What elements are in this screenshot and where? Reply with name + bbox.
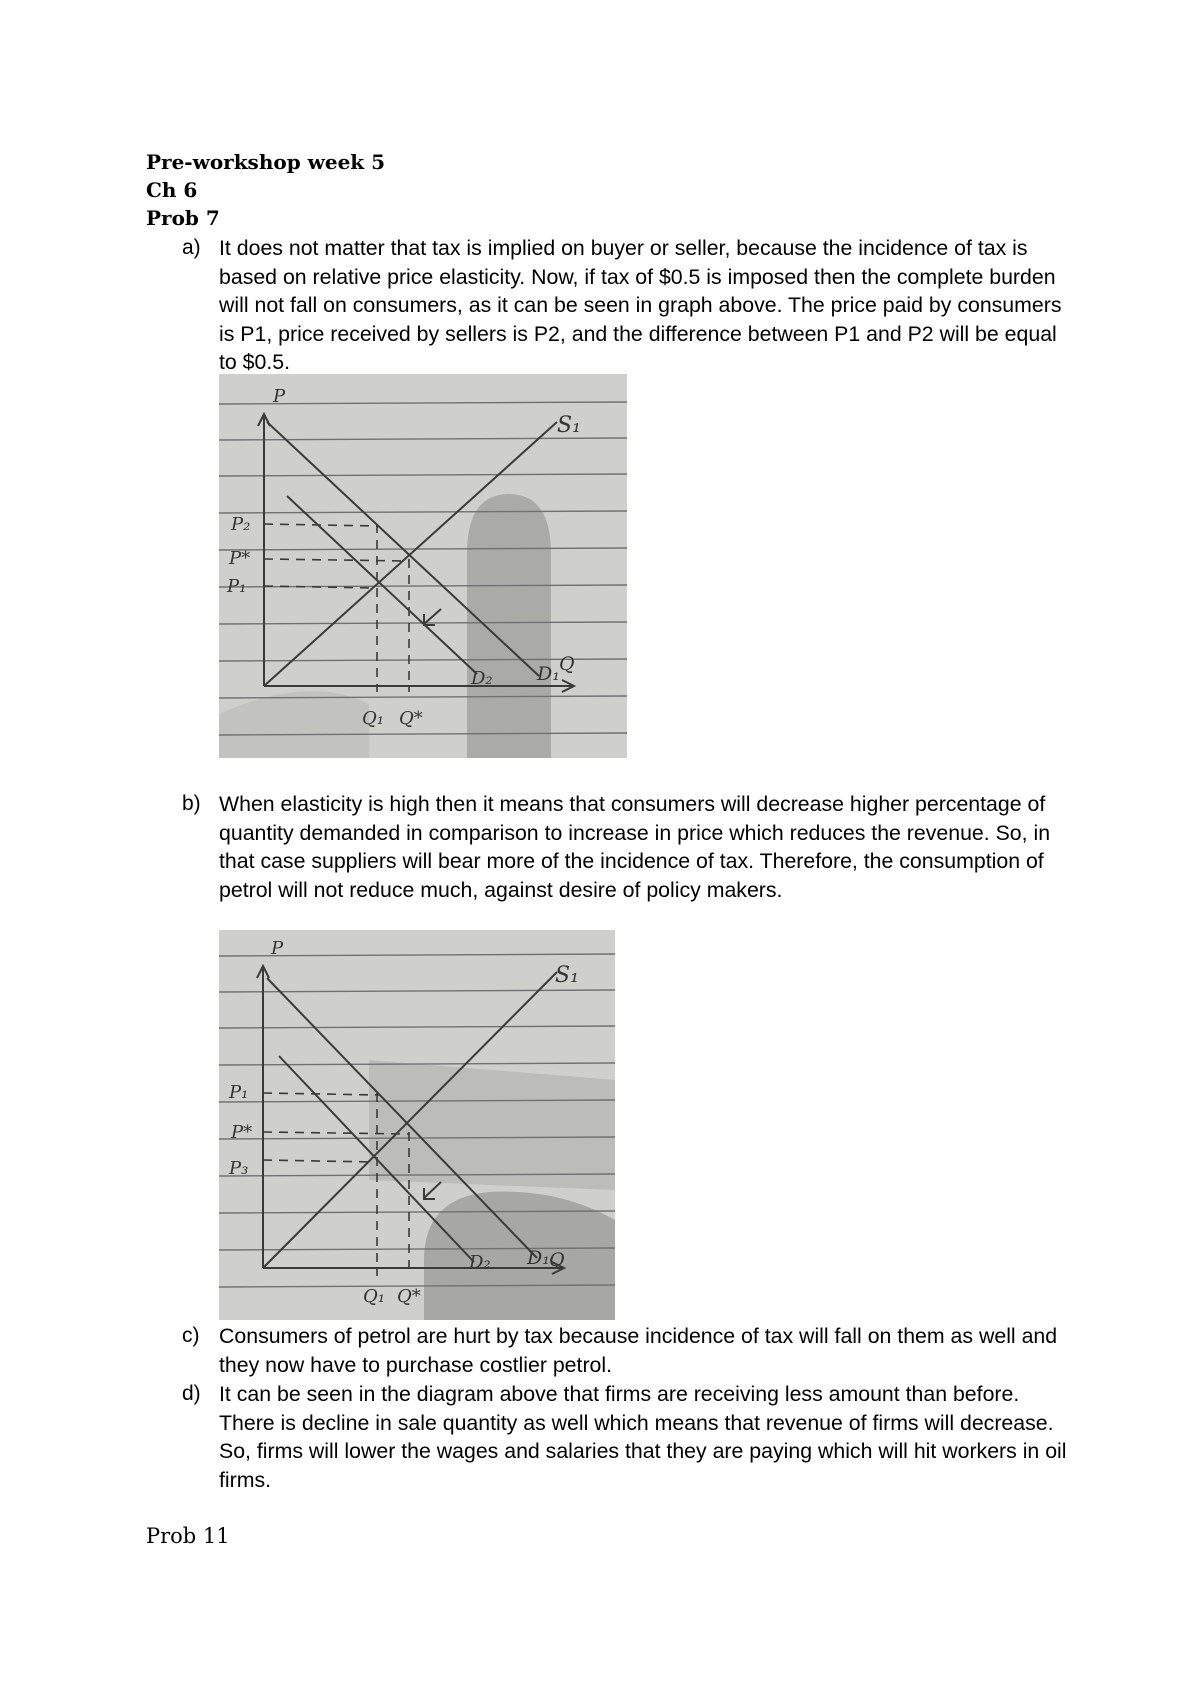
answer-d-marker: d) — [182, 1382, 201, 1405]
label-qty-right: Q* — [397, 1286, 421, 1307]
label-demand-old: D₁ — [527, 1247, 550, 1269]
heading-workshop: Pre-workshop week 5 — [146, 150, 386, 174]
label-p-axis: P — [273, 386, 286, 407]
heading-chapter: Ch 6 — [146, 178, 198, 202]
label-supply: S₁ — [555, 963, 579, 988]
label-q-axis: Q — [559, 653, 575, 675]
answer-d-text: It can be seen in the diagram above that firms are receiving less amount than before. There is decline in sale quantity as well which means that revenue of firms will decrease. So, firms will lower the wages and salaries that they are paying which will hit workers in oil firms. — [219, 1382, 1067, 1492]
label-price-low: P₁ — [227, 576, 247, 597]
label-price-mid: P* — [231, 1122, 253, 1143]
answer-a-text: It does not matter that tax is implied on buyer or seller, because the incidence of tax is based on relative price elasticity. Now, if tax of $0.5 is imposed then the complete burden will not fall on consumers, as it can be seen in graph above. The price paid by consumers is P1, price received by sellers is P2, and the difference between P1 and P2 will be equal to $0.5. — [219, 236, 1062, 375]
graph-photo-a — [219, 374, 627, 758]
answer-a-marker: a) — [182, 236, 201, 259]
label-price-top: P₂ — [231, 514, 251, 535]
label-price-mid: P* — [229, 548, 251, 569]
graph-photo-b — [219, 930, 615, 1320]
label-qty-right: Q* — [399, 708, 423, 729]
answer-b-marker: b) — [182, 792, 201, 815]
answer-c-marker: c) — [182, 1324, 200, 1347]
answer-c-text: Consumers of petrol are hurt by tax because incidence of tax will fall on them as well and they now have to purchase costlier petrol. — [219, 1324, 1058, 1377]
label-price-top: P₁ — [229, 1082, 249, 1103]
label-demand-new: D₂ — [469, 1252, 491, 1273]
answer-b-text: When elasticity is high then it means that consumers will decrease higher percentage of quantity demanded in comparison to increase in price which reduces the revenue. So, in that case suppliers will bear more of the incidence of tax. Therefore, the consumption of petrol will not reduce much, against desire of policy makers. — [219, 792, 1051, 902]
label-qty-left: Q₁ — [362, 708, 384, 729]
shadow-region — [467, 494, 551, 758]
next-problem-heading: Prob 11 — [146, 1524, 230, 1548]
label-demand-old: D₁ — [537, 663, 560, 685]
label-qty-left: Q₁ — [363, 1286, 385, 1307]
label-demand-new: D₂ — [471, 668, 493, 689]
heading-problem: Prob 7 — [146, 206, 220, 230]
label-q-axis: Q — [549, 1249, 565, 1271]
label-supply: S₁ — [557, 413, 581, 438]
label-p-axis: P — [271, 938, 284, 959]
label-price-low: P₃ — [229, 1158, 249, 1179]
